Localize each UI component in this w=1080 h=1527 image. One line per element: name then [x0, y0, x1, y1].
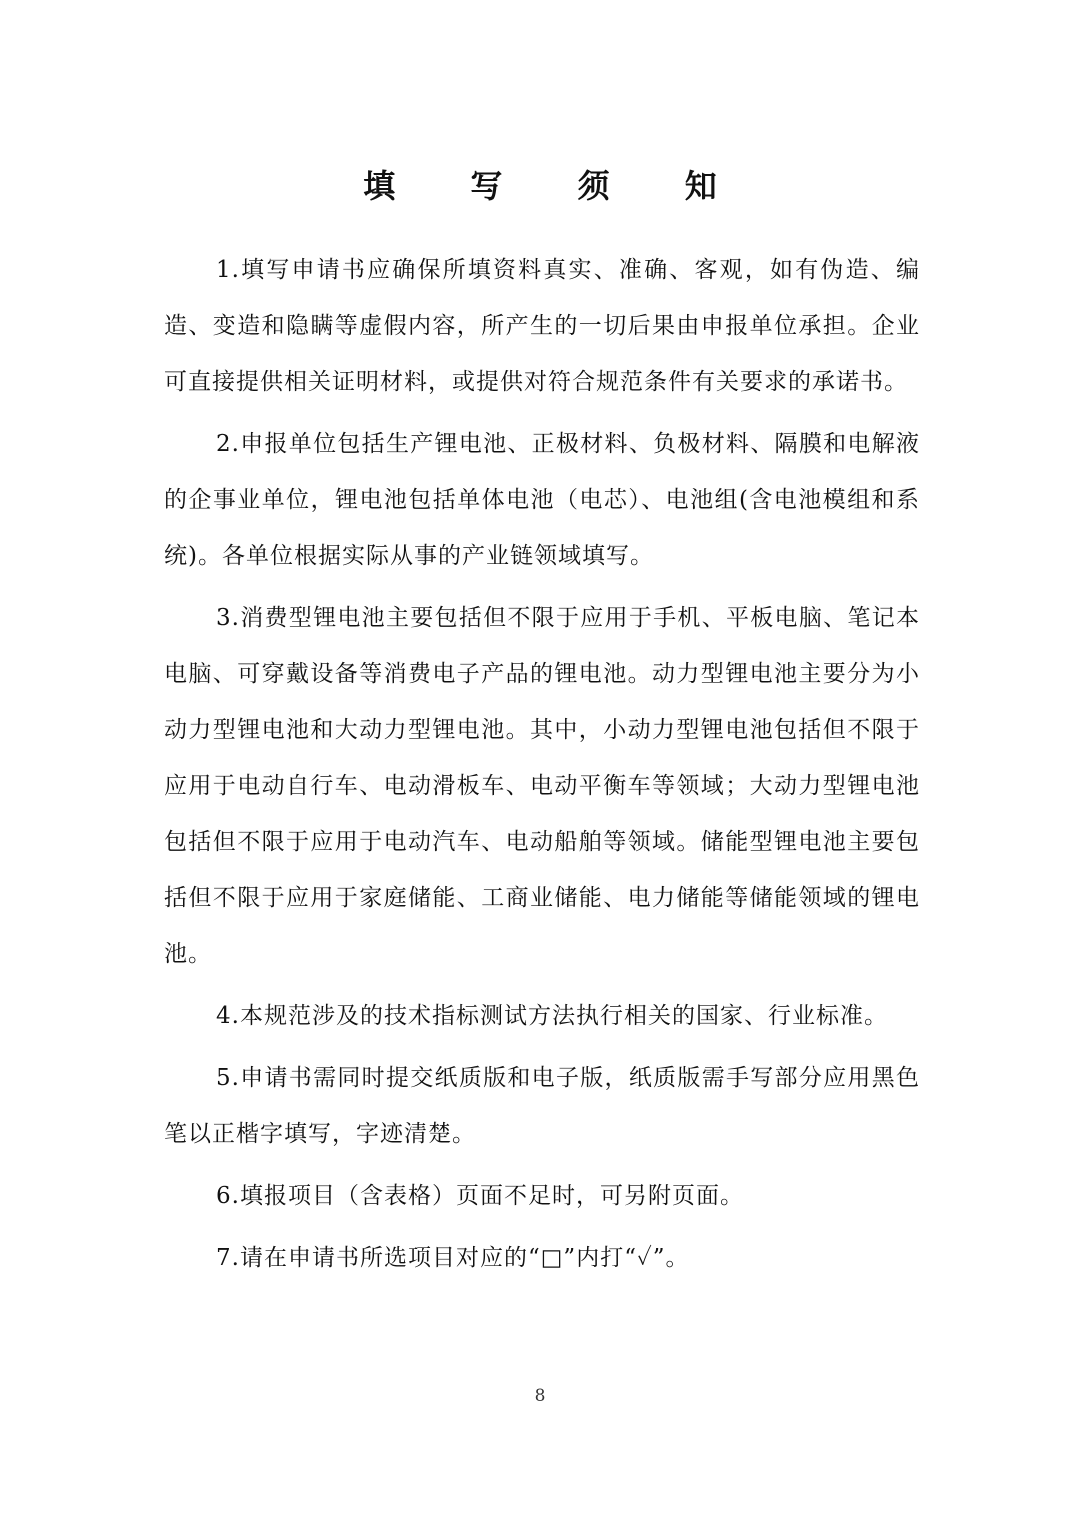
instruction-paragraph-1: 1.填写申请书应确保所填资料真实、准确、客观，如有伪造、编造、变造和隐瞒等虚假内容，所产生的一切后果由申报单位承担。企业可直接提供相关证明材料，或提供对符合规范条件有关要求的承诺书。	[164, 257, 920, 395]
instruction-paragraph-7: 7.请在申请书所选项目对应的“□”内打“✓”。	[216, 1245, 690, 1271]
instruction-paragraph-2: 2.申报单位包括生产锂电池、正极材料、负极材料、隔膜和电解液的企事业单位，锂电池包括单体电池（电芯）、电池组(含电池模组和系统)。各单位根据实际从事的产业链领域填写。	[164, 431, 920, 569]
instruction-paragraph-6: 6.填报项目（含表格）页面不足时，可另附页面。	[216, 1183, 744, 1209]
instruction-paragraph-4: 4.本规范涉及的技术指标测试方法执行相关的国家、行业标准。	[216, 1003, 888, 1029]
instructions-body	[164, 242, 920, 1292]
page-title: 填 写 须 知	[363, 167, 749, 205]
instruction-paragraph-5: 5.申请书需同时提交纸质版和电子版，纸质版需手写部分应用黑色笔以正楷字填写，字迹清楚。	[164, 1065, 920, 1147]
instruction-paragraph-3: 3.消费型锂电池主要包括但不限于应用于手机、平板电脑、笔记本电脑、可穿戴设备等消费电子产品的锂电池。动力型锂电池主要分为小动力型锂电池和大动力型锂电池。其中，小动力型锂电池包括但不限于应用于电动自行车、电动滑板车、电动平衡车等领域；大动力型锂电池包括但不限于应用于电动汽车、电动船舶等领域。储能型锂电池主要包括但不限于应用于家庭储能、工商业储能、电力储能等储能领域的锂电池。	[164, 605, 920, 967]
page-number: 8	[534, 1386, 546, 1406]
